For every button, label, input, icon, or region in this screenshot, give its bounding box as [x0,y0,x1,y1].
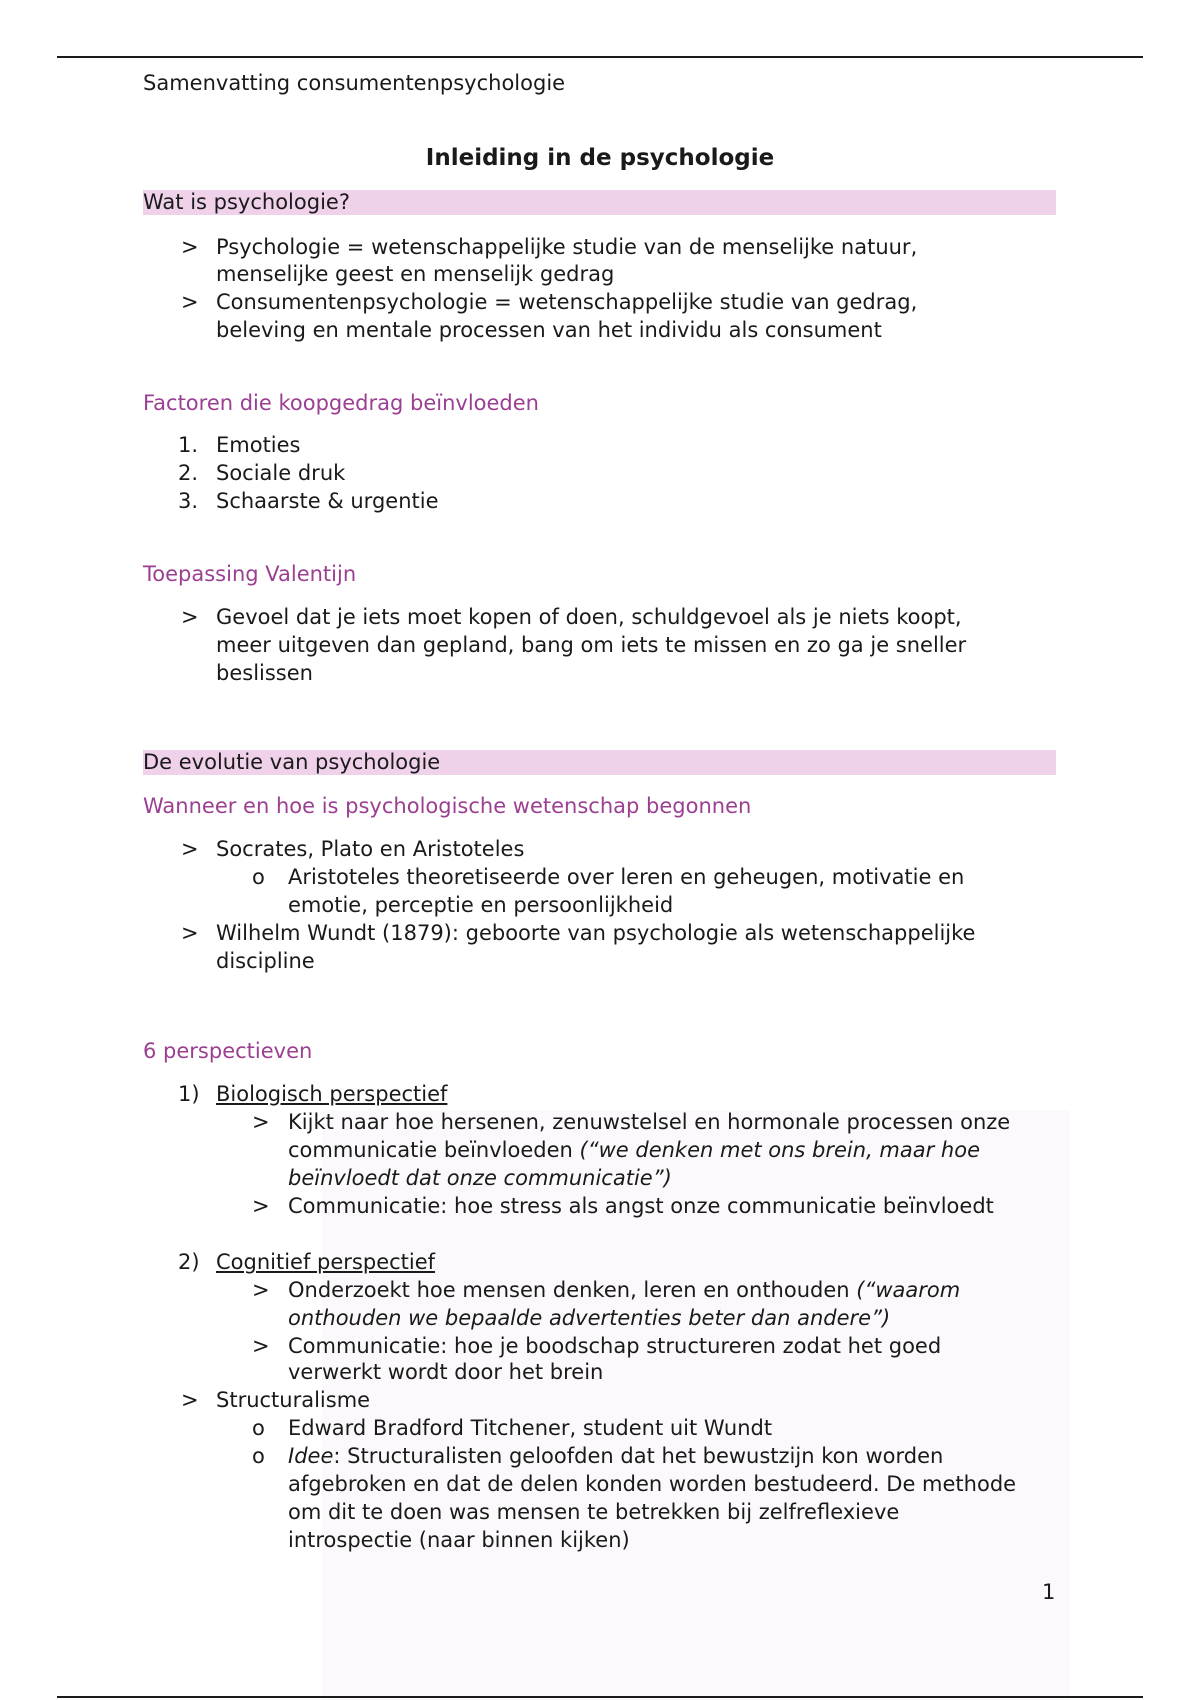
section-heading-evolutie: De evolutie van psychologie [143,750,1056,775]
page-number: 1 [1042,1580,1056,1604]
arrow-bullet-icon: > [252,1194,270,1218]
circle-bullet-icon: o [252,865,265,889]
subheading-valentijn: Toepassing Valentijn [143,562,357,586]
page-title: Inleiding in de psychologie [425,145,775,171]
arrow-bullet-icon: > [252,1110,270,1134]
subheading-wanneer: Wanneer en hoe is psychologische wetenschap begonnen [143,794,752,818]
arrow-bullet-icon: > [181,235,199,259]
arrow-bullet-icon: > [252,1278,270,1302]
subheading-factoren: Factoren die koopgedrag beïnvloeden [143,391,539,415]
perspective-title: Cognitief perspectief [216,1250,436,1274]
section-heading-wat-is: Wat is psychologie? [143,190,1056,215]
arrow-bullet-icon: > [181,1388,199,1412]
top-rule [57,56,1143,58]
arrow-bullet-icon: > [181,290,199,314]
circle-bullet-icon: o [252,1416,265,1440]
arrow-bullet-icon: > [181,921,199,945]
arrow-bullet-icon: > [181,605,199,629]
arrow-bullet-icon: > [181,837,199,861]
perspective-title: Biologisch perspectief [216,1082,448,1106]
running-header: Samenvatting consumentenpsychologie [143,71,566,95]
arrow-bullet-icon: > [252,1334,270,1358]
circle-bullet-icon: o [252,1444,265,1468]
bottom-rule [57,1696,1143,1698]
subheading-perspectieven: 6 perspectieven [143,1039,313,1063]
